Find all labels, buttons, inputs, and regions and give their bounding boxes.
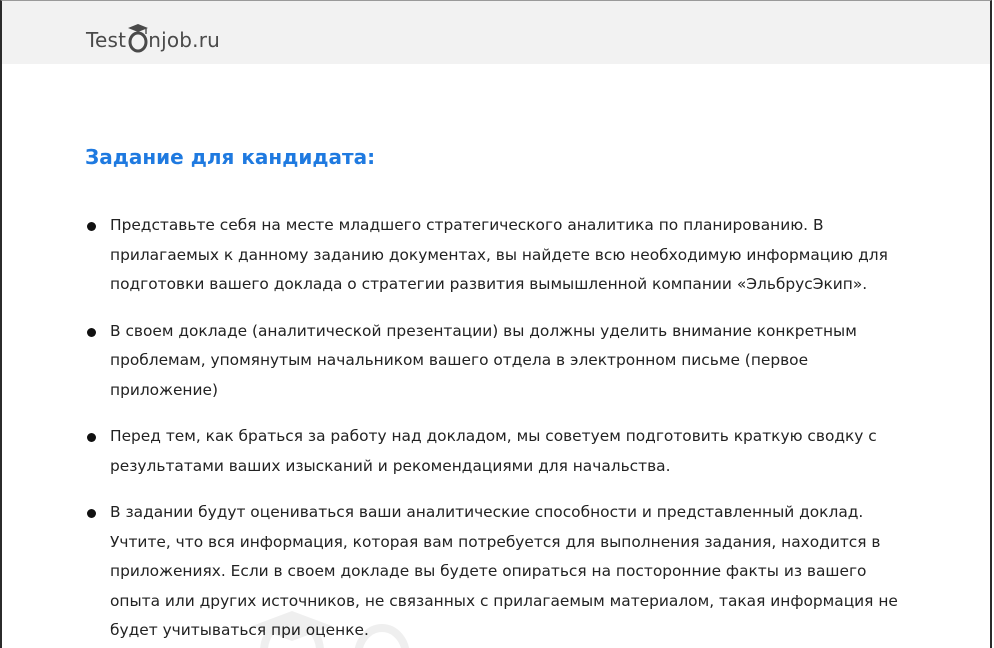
logo-text-njob: njob.ru [148, 28, 221, 52]
watermark-logo-icon [232, 606, 572, 648]
bullet-dot-icon [87, 433, 96, 442]
bullet-list [85, 211, 915, 648]
logo-text-test: Test [86, 28, 127, 52]
list-item [85, 422, 915, 481]
bullet-dot-icon [87, 222, 96, 231]
list-item-text: В своем докладе (аналитической презентации) вы должны уделить внимание конкретным проблемам, упомянутым начальником вашего отдела в электронном письме (первое приложение) [110, 321, 857, 399]
list-item [85, 211, 915, 300]
page-title: Задание для кандидата: [85, 145, 376, 169]
list-item [85, 317, 915, 406]
list-item-text: Представьте себя на месте младшего стратегического аналитика по планированию. В прилагаемых к данному заданию документах, вы найдете всю необходимую информацию для подготовки вашего доклада о стратегии развития вымышленной компании «ЭльбрусЭкип». [110, 216, 888, 293]
site-logo[interactable] [86, 26, 220, 54]
page-header [2, 1, 990, 64]
list-item-text: В задании будут оцениваться ваши аналитические способности и представленный доклад. Учтите, что вся информация, которая вам потребуется для выполнения задания, находится в приложениях. Если в своем докладе вы будете опираться на посторонние факты из вашего опыта или других источников, не связанных с прилагаемым материалом, такая информация не будет учитываться при оценке. [110, 503, 898, 639]
graduation-cap-o-icon [127, 29, 147, 51]
bullet-dot-icon [87, 509, 96, 518]
bullet-dot-icon [87, 328, 96, 337]
list-item-text: Перед тем, как браться за работу над докладом, мы советуем подготовить краткую сводку с результатами ваших изысканий и рекомендациями для начальства. [110, 427, 877, 475]
